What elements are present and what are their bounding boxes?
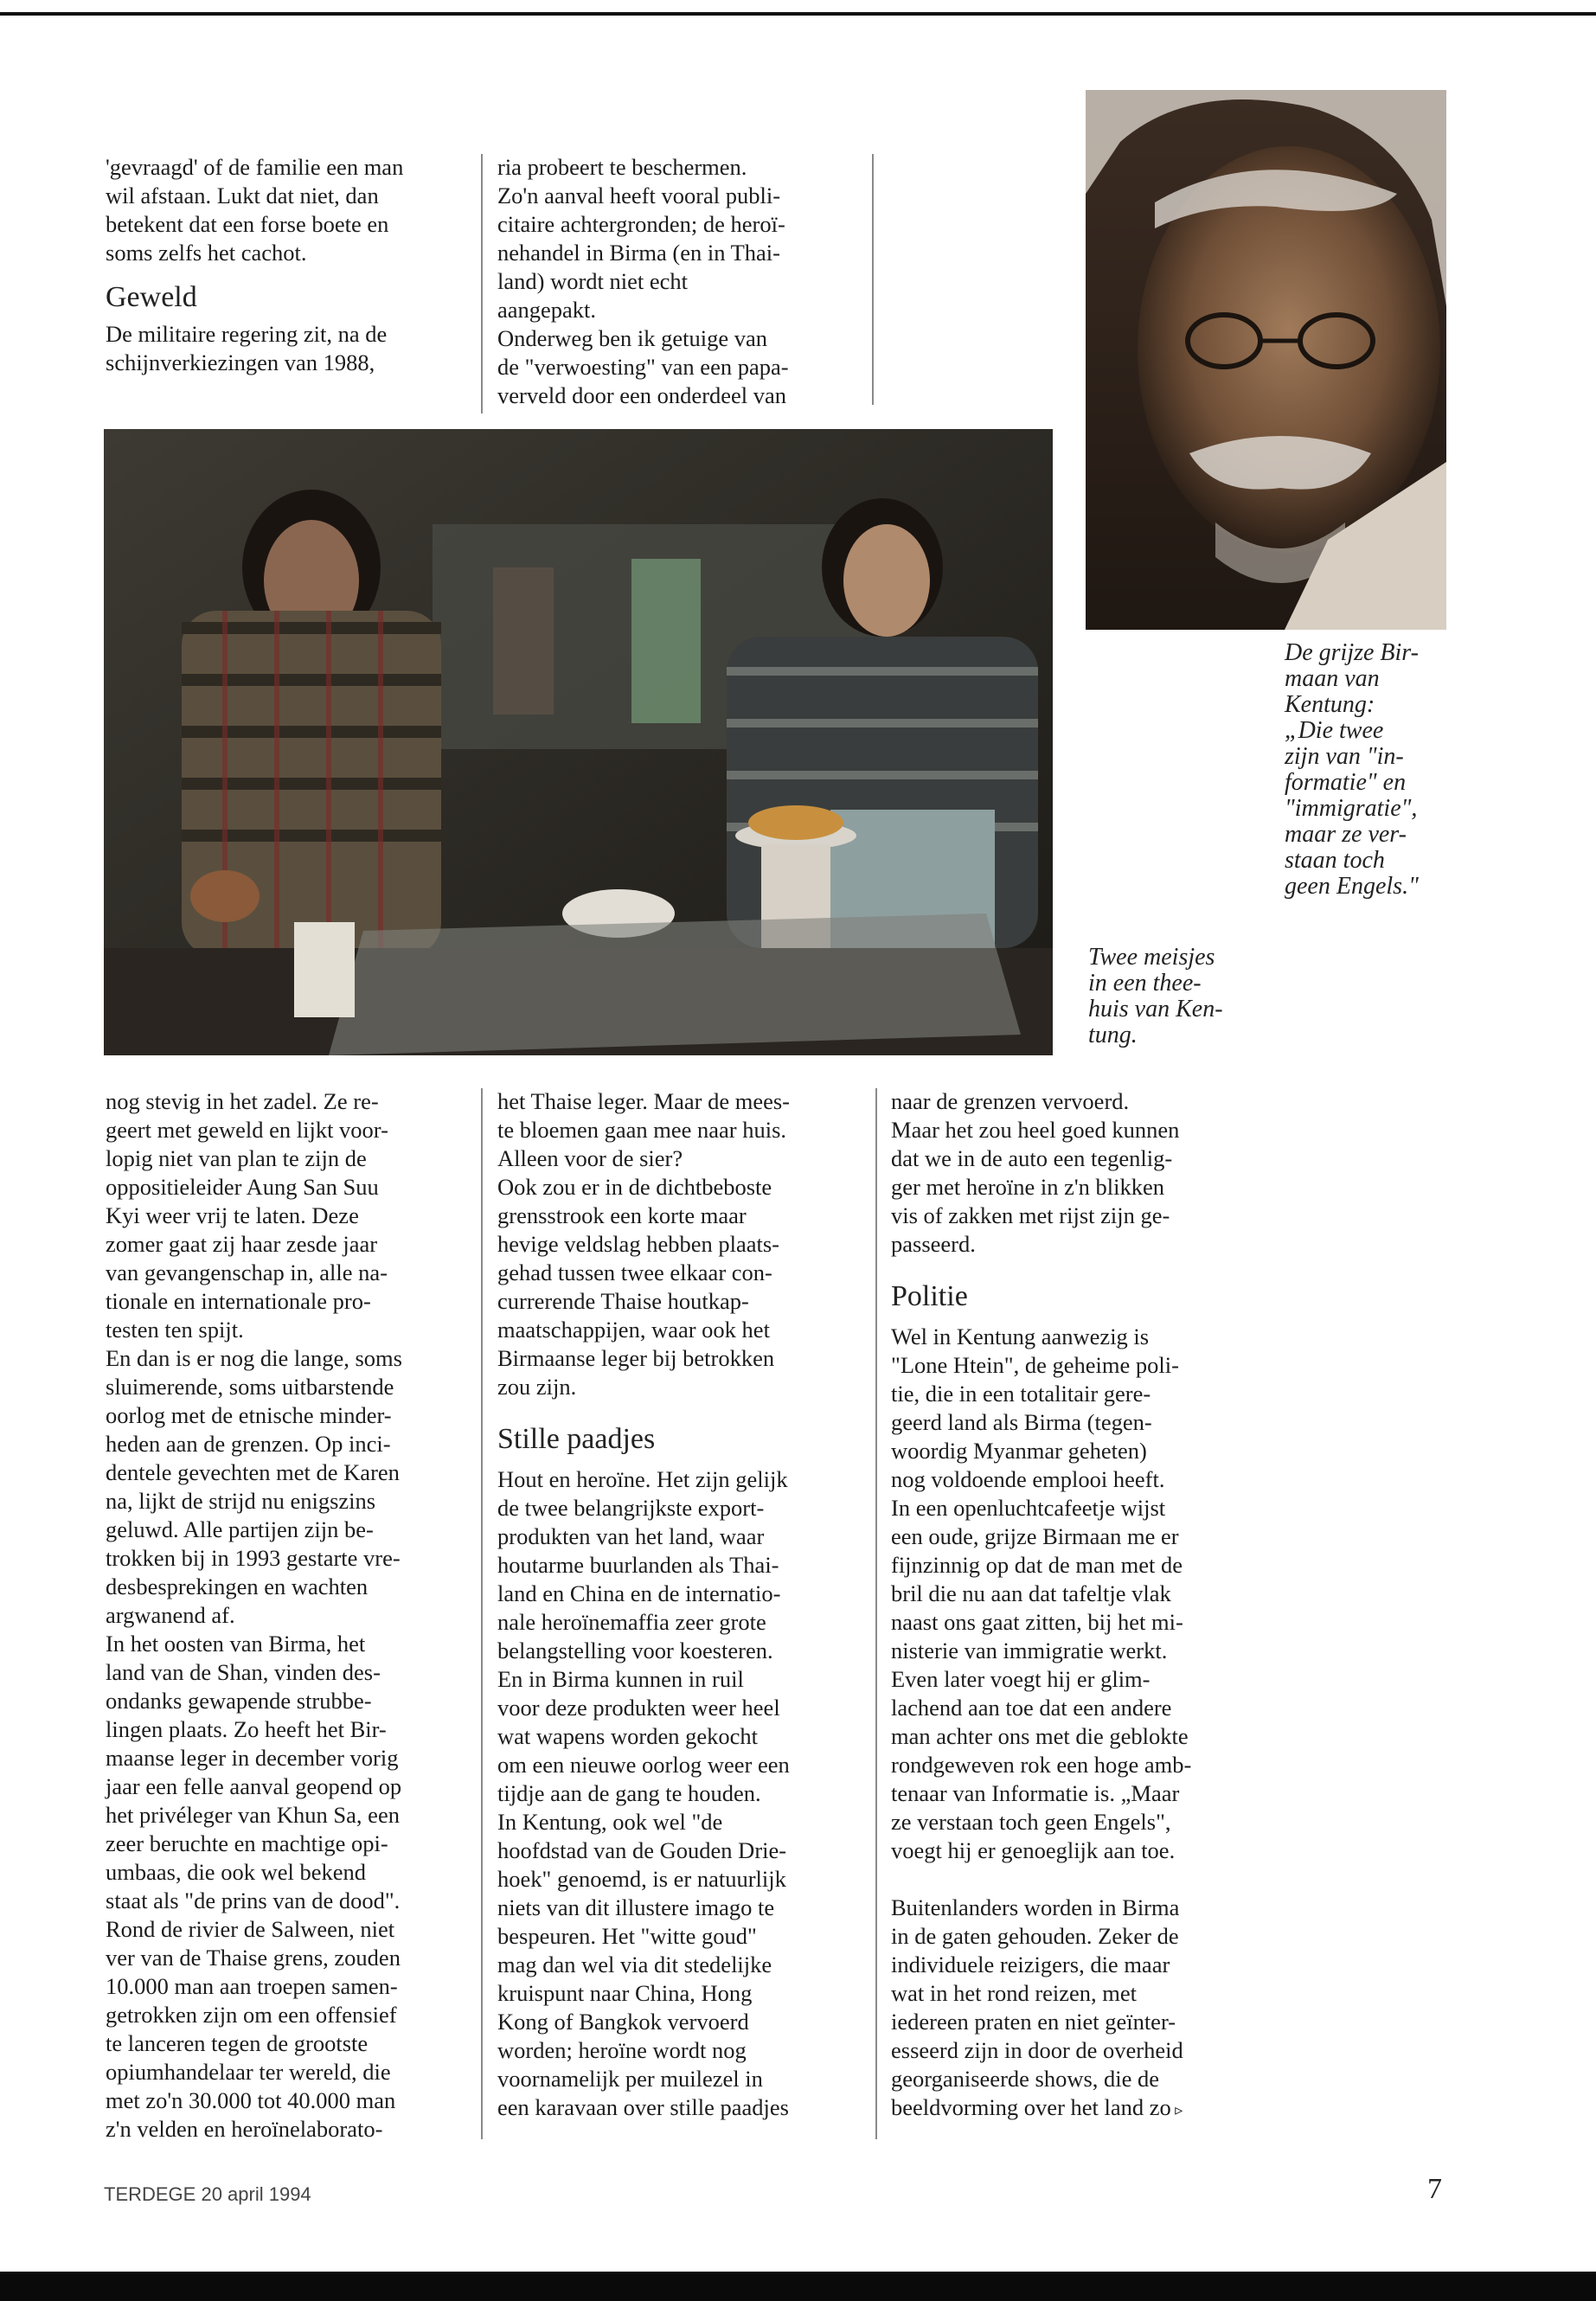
text-line: woordig Myanmar geheten)	[891, 1438, 1147, 1464]
text-line: oorlog met de etnische minder-	[106, 1402, 392, 1428]
footer-issue: TERDEGE 20 april 1994	[104, 2183, 311, 2205]
text-line: een karavaan over stille paadjes	[497, 2094, 789, 2120]
column-rule-top-1	[481, 154, 483, 413]
text-line: in een thee-	[1088, 970, 1202, 997]
text-line: maatschappijen, waar ook het	[497, 1317, 770, 1343]
text-line: citaire achtergronden; de heroï-	[497, 211, 785, 237]
text-line: lachend aan toe dat een andere	[891, 1695, 1172, 1721]
text-line: georganiseerde shows, die de	[891, 2066, 1160, 2092]
heading-stille-paadjes: Stille paadjes	[497, 1423, 656, 1455]
col1-top-lines	[106, 153, 469, 267]
text-line: En dan is er nog die lange, soms	[106, 1345, 402, 1371]
text-line: na, lijkt de strijd nu enigszins	[106, 1488, 376, 1514]
text-line: te bloemen gaan mee naar huis.	[497, 1117, 787, 1143]
col2-top-lines	[497, 153, 861, 410]
caption-old-man-lines	[1285, 640, 1458, 900]
text-line: Ook zou er in de dichtbeboste	[497, 1174, 772, 1200]
text-line: Zo'n aanval heeft vooral publi-	[497, 183, 781, 208]
text-line: wat wapens worden gekocht	[497, 1723, 758, 1749]
text-line: 10.000 man aan troepen samen-	[106, 1973, 398, 1999]
text-line: oppositieleider Aung San Suu	[106, 1174, 379, 1200]
text-line: Onderweg ben ik getuige van	[497, 325, 768, 351]
text-line: om een nieuwe oorlog weer een	[497, 1752, 790, 1778]
text-line: ze verstaan toch geen Engels",	[891, 1809, 1171, 1835]
column-rule-top-2	[872, 154, 874, 405]
text-line: z'n velden en heroïnelaborato-	[106, 2116, 383, 2142]
text-line: geerd land als Birma (tegen-	[891, 1409, 1152, 1435]
text-line: In het oosten van Birma, het	[106, 1631, 366, 1657]
text-line: hevige veldslag hebben plaats-	[497, 1231, 779, 1257]
text-line: zijn van "in-	[1285, 743, 1404, 770]
text-line: Alleen voor de sier?	[497, 1145, 683, 1171]
text-line: land van de Shan, vinden des-	[106, 1659, 381, 1685]
text-line: staan toch	[1285, 847, 1385, 874]
text-line: naar de grenzen vervoerd.	[891, 1088, 1130, 1114]
text-line: nog stevig in het zadel. Ze re-	[106, 1088, 379, 1114]
text-line: ger met heroïne in z'n blikken	[891, 1174, 1165, 1200]
text-line: zou zijn.	[497, 1374, 577, 1400]
text-line: Kentung:	[1285, 691, 1375, 718]
text-line: geluwd. Alle partijen zijn be-	[106, 1516, 374, 1542]
text-line: desbesprekingen en wachten	[106, 1574, 369, 1599]
text-line: formatie" en	[1285, 769, 1407, 796]
text-line: Kyi weer vrij te laten. Deze	[106, 1202, 359, 1228]
text-line: dat we in de auto een tegenlig-	[891, 1145, 1173, 1171]
text-line: tie, die in een totalitair gere-	[891, 1381, 1151, 1407]
text-line: individuele reizigers, die maar	[891, 1952, 1170, 1977]
column-3-bottom	[891, 1087, 1254, 2125]
column-2-top	[497, 153, 861, 410]
text-line: tung.	[1088, 1022, 1138, 1048]
text-line: te lanceren tegen de grootste	[106, 2030, 369, 2056]
text-line: jaar een felle aanval geopend op	[106, 1773, 402, 1799]
text-line: opiumhandelaar ter wereld, die	[106, 2059, 391, 2085]
text-line: „Die twee	[1285, 717, 1384, 744]
column-2-bottom	[497, 1087, 861, 2122]
text-line: maan van	[1285, 665, 1380, 692]
text-line: Twee meisjes	[1088, 944, 1215, 971]
column-1-top	[106, 153, 469, 377]
text-line: geert met geweld en lijkt voor-	[106, 1117, 388, 1143]
text-line: land) wordt niet echt	[497, 268, 689, 294]
text-line: ver van de Thaise grens, zouden	[106, 1945, 401, 1971]
text-line: currerende Thaise houtkap-	[497, 1288, 749, 1314]
text-line: soms zelfs het cachot.	[106, 240, 307, 266]
text-line: esseerd zijn in door de overheid	[891, 2037, 1183, 2063]
text-line: mag dan wel via dit stedelijke	[497, 1952, 772, 1977]
text-line: bespeuren. Het "witte goud"	[497, 1923, 757, 1949]
text-line: nisterie van immigratie werkt.	[891, 1638, 1168, 1663]
old-man-portrait-photo	[1086, 90, 1446, 630]
text-line: man achter ons met die geblokte	[891, 1723, 1189, 1749]
heading-geweld: Geweld	[106, 281, 197, 313]
text-line: schijnverkiezingen van 1988,	[106, 349, 375, 375]
bottom-rule	[0, 2272, 1596, 2301]
text-line: wil afstaan. Lukt dat niet, dan	[106, 183, 379, 208]
text-line: Hout en heroïne. Het zijn gelijk	[497, 1466, 788, 1492]
col3-lines-b	[891, 1323, 1254, 1865]
text-line: "immigratie",	[1285, 795, 1418, 822]
text-line: Wel in Kentung aanwezig is	[891, 1324, 1150, 1349]
text-line: nog voldoende emplooi heeft.	[891, 1466, 1165, 1492]
text-line: maar ze ver-	[1285, 821, 1407, 848]
text-line: tijdje aan de gang te houden.	[497, 1780, 761, 1806]
text-line: nale heroïnemaffia zeer grote	[497, 1609, 766, 1635]
text-line: heden aan de grenzen. Op inci-	[106, 1431, 391, 1457]
text-line: een oude, grijze Birmaan me er	[891, 1523, 1179, 1549]
text-line: wat in het rond reizen, met	[891, 1980, 1138, 2006]
text-line: tenaar van Informatie is. „Maar	[891, 1780, 1180, 1806]
text-line: ria probeert te beschermen.	[497, 154, 747, 180]
col3-lines-a	[891, 1087, 1254, 1259]
text-line: hoek" genoemd, is er natuurlijk	[497, 1866, 786, 1892]
continue-arrow-icon: ▹	[1170, 2101, 1183, 2118]
text-line: van gevangenschap in, alle na-	[106, 1259, 388, 1285]
text-line: nehandel in Birma (en in Thai-	[497, 240, 780, 266]
text-line: passeerd.	[891, 1231, 976, 1257]
text-line: Rond de rivier de Salween, niet	[106, 1916, 395, 1942]
text-line: grensstrook een korte maar	[497, 1202, 747, 1228]
text-line: De grijze Bir-	[1285, 639, 1419, 666]
text-line: bril die nu aan dat tafeltje vlak	[891, 1580, 1171, 1606]
caption-old-man	[1285, 640, 1458, 900]
text-line: hoofdstad van de Gouden Drie-	[497, 1837, 787, 1863]
text-line: Maar het zou heel goed kunnen	[891, 1117, 1180, 1143]
col1-top2-lines	[106, 320, 469, 377]
text-line: worden; heroïne wordt nog	[497, 2037, 747, 2063]
text-line: fijnzinnig op dat de man met de	[891, 1552, 1183, 1578]
text-line: verveld door een onderdeel van	[497, 382, 787, 408]
text-line: de twee belangrijkste export-	[497, 1495, 765, 1521]
text-line: lopig niet van plan te zijn de	[106, 1145, 367, 1171]
column-rule-bottom-2	[875, 1088, 877, 2139]
tea-house-photo	[104, 429, 1053, 1055]
text-line: trokken bij in 1993 gestarte vre-	[106, 1545, 401, 1571]
text-line: naast ons gaat zitten, bij het mi-	[891, 1609, 1183, 1635]
text-line: "Lone Htein", de geheime poli-	[891, 1352, 1179, 1378]
text-line: En in Birma kunnen in ruil	[497, 1666, 744, 1692]
text-line: zomer gaat zij haar zesde jaar	[106, 1231, 378, 1257]
text-line: produkten van het land, waar	[497, 1523, 765, 1549]
text-line: niets van dit illustere imago te	[497, 1894, 775, 1920]
text-line: voor deze produkten weer heel	[497, 1695, 780, 1721]
text-line: de "verwoesting" van een papa-	[497, 354, 789, 380]
text-line: In een openluchtcafeetje wijst	[891, 1495, 1166, 1521]
text-line: rondgeweven rok een hoge amb-	[891, 1752, 1192, 1778]
page-number: 7	[1427, 2173, 1442, 2205]
text-line: belangstelling voor koesteren.	[497, 1638, 773, 1663]
text-line: ondanks gewapende strubbe-	[106, 1688, 372, 1714]
text-line: dentele gevechten met de Karen	[106, 1459, 400, 1485]
text-line: huis van Ken-	[1088, 996, 1223, 1022]
text-line: voornamelijk per muilezel in	[497, 2066, 763, 2092]
text-line: tionale en internationale pro-	[106, 1288, 371, 1314]
text-line: aangepakt.	[497, 297, 597, 323]
column-1-bottom	[106, 1087, 469, 2144]
col1-bottom-lines	[106, 1087, 469, 2144]
text-line: getrokken zijn om een offensief	[106, 2002, 397, 2028]
text-line: gehad tussen twee elkaar con-	[497, 1259, 772, 1285]
caption-tea-house-lines	[1088, 945, 1270, 1048]
col2-bottom-lines-b	[497, 1465, 861, 2122]
text-line: In Kentung, ook wel "de	[497, 1809, 723, 1835]
text-line: kruispunt naar China, Hong	[497, 1980, 753, 2006]
text-line: voegt hij er genoeglijk aan toe.	[891, 1837, 1176, 1863]
text-line: argwanend af.	[106, 1602, 235, 1628]
top-rule	[0, 12, 1596, 16]
text-line: Kong of Bangkok vervoerd	[497, 2009, 749, 2035]
text-line: geen Engels."	[1285, 873, 1419, 900]
text-line: beeldvorming over het land zo ▹	[891, 2094, 1183, 2120]
text-line: betekent dat een forse boete en	[106, 211, 389, 237]
text-line: maanse leger in december vorig	[106, 1745, 399, 1771]
heading-politie: Politie	[891, 1280, 968, 1312]
text-line: umbaas, die ook wel bekend	[106, 1859, 366, 1885]
caption-tea-house	[1088, 945, 1270, 1048]
text-line: De militaire regering zit, na de	[106, 321, 388, 347]
text-line: met zo'n 30.000 tot 40.000 man	[106, 2087, 396, 2113]
text-line: 'gevraagd' of de familie een man	[106, 154, 404, 180]
text-line: het privéleger van Khun Sa, een	[106, 1802, 400, 1828]
text-line: in de gaten gehouden. Zeker de	[891, 1923, 1179, 1949]
text-line: staat als "de prins van de dood".	[106, 1888, 401, 1913]
text-line: vis of zakken met rijst zijn ge-	[891, 1202, 1170, 1228]
text-line: testen ten spijt.	[106, 1317, 244, 1343]
text-line: zeer beruchte en machtige opi-	[106, 1830, 388, 1856]
text-line: iedereen praten en niet geïnter-	[891, 2009, 1176, 2035]
text-line: Birmaanse leger bij betrokken	[497, 1345, 775, 1371]
text-line: houtarme buurlanden als Thai-	[497, 1552, 779, 1578]
column-rule-bottom-1	[481, 1088, 483, 2139]
col3-lines-c	[891, 1894, 1254, 2125]
text-line: Even later voegt hij er glim-	[891, 1666, 1151, 1692]
text-line: sluimerende, soms uitbarstende	[106, 1374, 394, 1400]
col2-bottom-lines-a	[497, 1087, 861, 1401]
text-line: lingen plaats. Zo heeft het Bir-	[106, 1716, 387, 1742]
text-line: Buitenlanders worden in Birma	[891, 1894, 1180, 1920]
text-line: het Thaise leger. Maar de mees-	[497, 1088, 790, 1114]
text-line: land en China en de internatio-	[497, 1580, 781, 1606]
